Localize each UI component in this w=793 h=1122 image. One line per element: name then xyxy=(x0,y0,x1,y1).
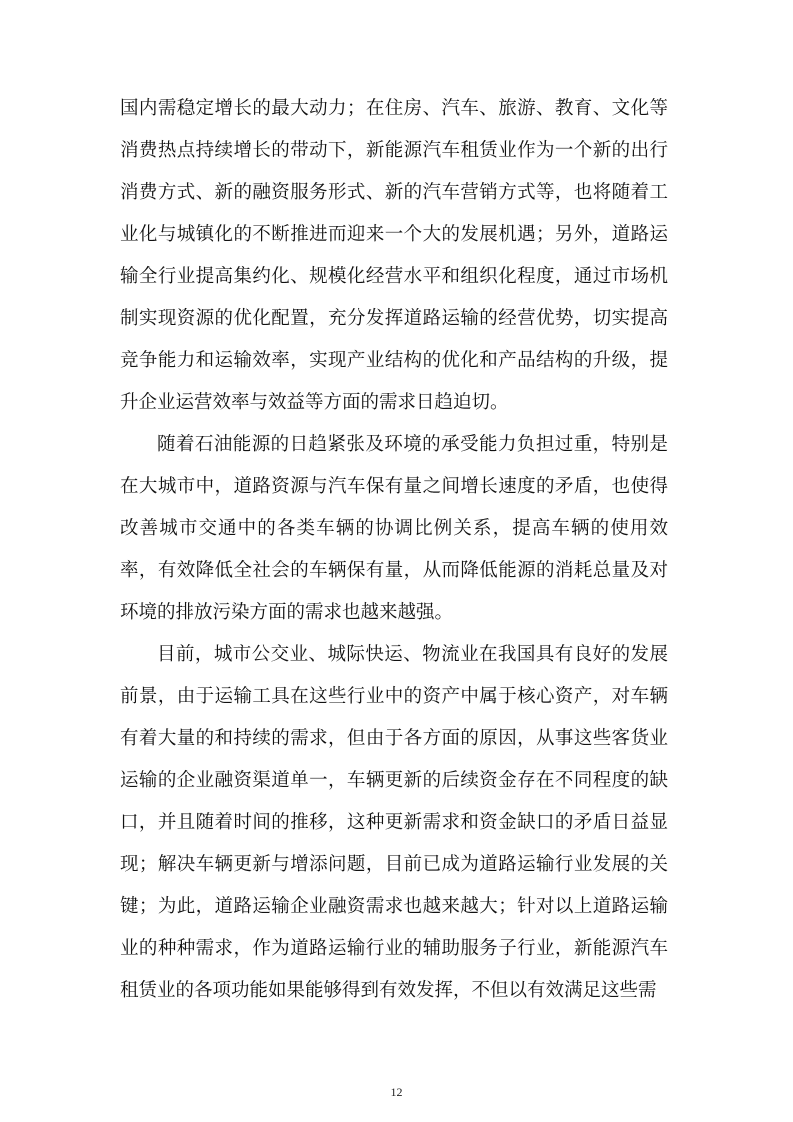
body-text xyxy=(120,88,668,1012)
paragraph-continuation: 国内需稳定增长的最大动力；在住房、汽车、旅游、教育、文化等消费热点持续增长的带动下，新能源汽车租赁业作为一个新的出行消费方式、新的融资服务形式、新的汽车营销方式等，也将随着工业化与城镇化的不断推进而迎来一个大的发展机遇；另外，道路运输全行业提高集约化、规模化经营水平和组织化程度，通过市场机制实现资源的优化配置，充分发挥道路运输的经营优势，切实提高竞争能力和运输效率，实现产业结构的优化和产品结构的升级，提升企业运营效率与效益等方面的需求日趋迫切。 xyxy=(120,98,668,413)
page-number: 12 xyxy=(390,1085,403,1099)
paragraph: 随着石油能源的日趋紧张及环境的承受能力负担过重，特别是在大城市中，道路资源与汽车保有量之间增长速度的矛盾，也使得改善城市交通中的各类车辆的协调比例关系，提高车辆的使用效率，有效降低全社会的车辆保有量，从而降低能源的消耗总量及对环境的排放污染方面的需求也越来越强。 xyxy=(120,434,668,623)
paragraph: 目前，城市公交业、城际快运、物流业在我国具有良好的发展前景，由于运输工具在这些行业中的资产中属于核心资产，对车辆有着大量的和持续的需求，但由于各方面的原因，从事这些客货业运输的企业融资渠道单一，车辆更新的后续资金存在不同程度的缺口，并且随着时间的推移，这种更新需求和资金缺口的矛盾日益显现；解决车辆更新与增添问题，目前已成为道路运输行业发展的关键；为此，道路运输企业融资需求也越来越大；针对以上道路运输业的种种需求，作为道路运输行业的辅助服务子行业，新能源汽车租赁业的各项功能如果能够得到有效发挥，不但以有效满足这些需 xyxy=(120,644,668,1001)
